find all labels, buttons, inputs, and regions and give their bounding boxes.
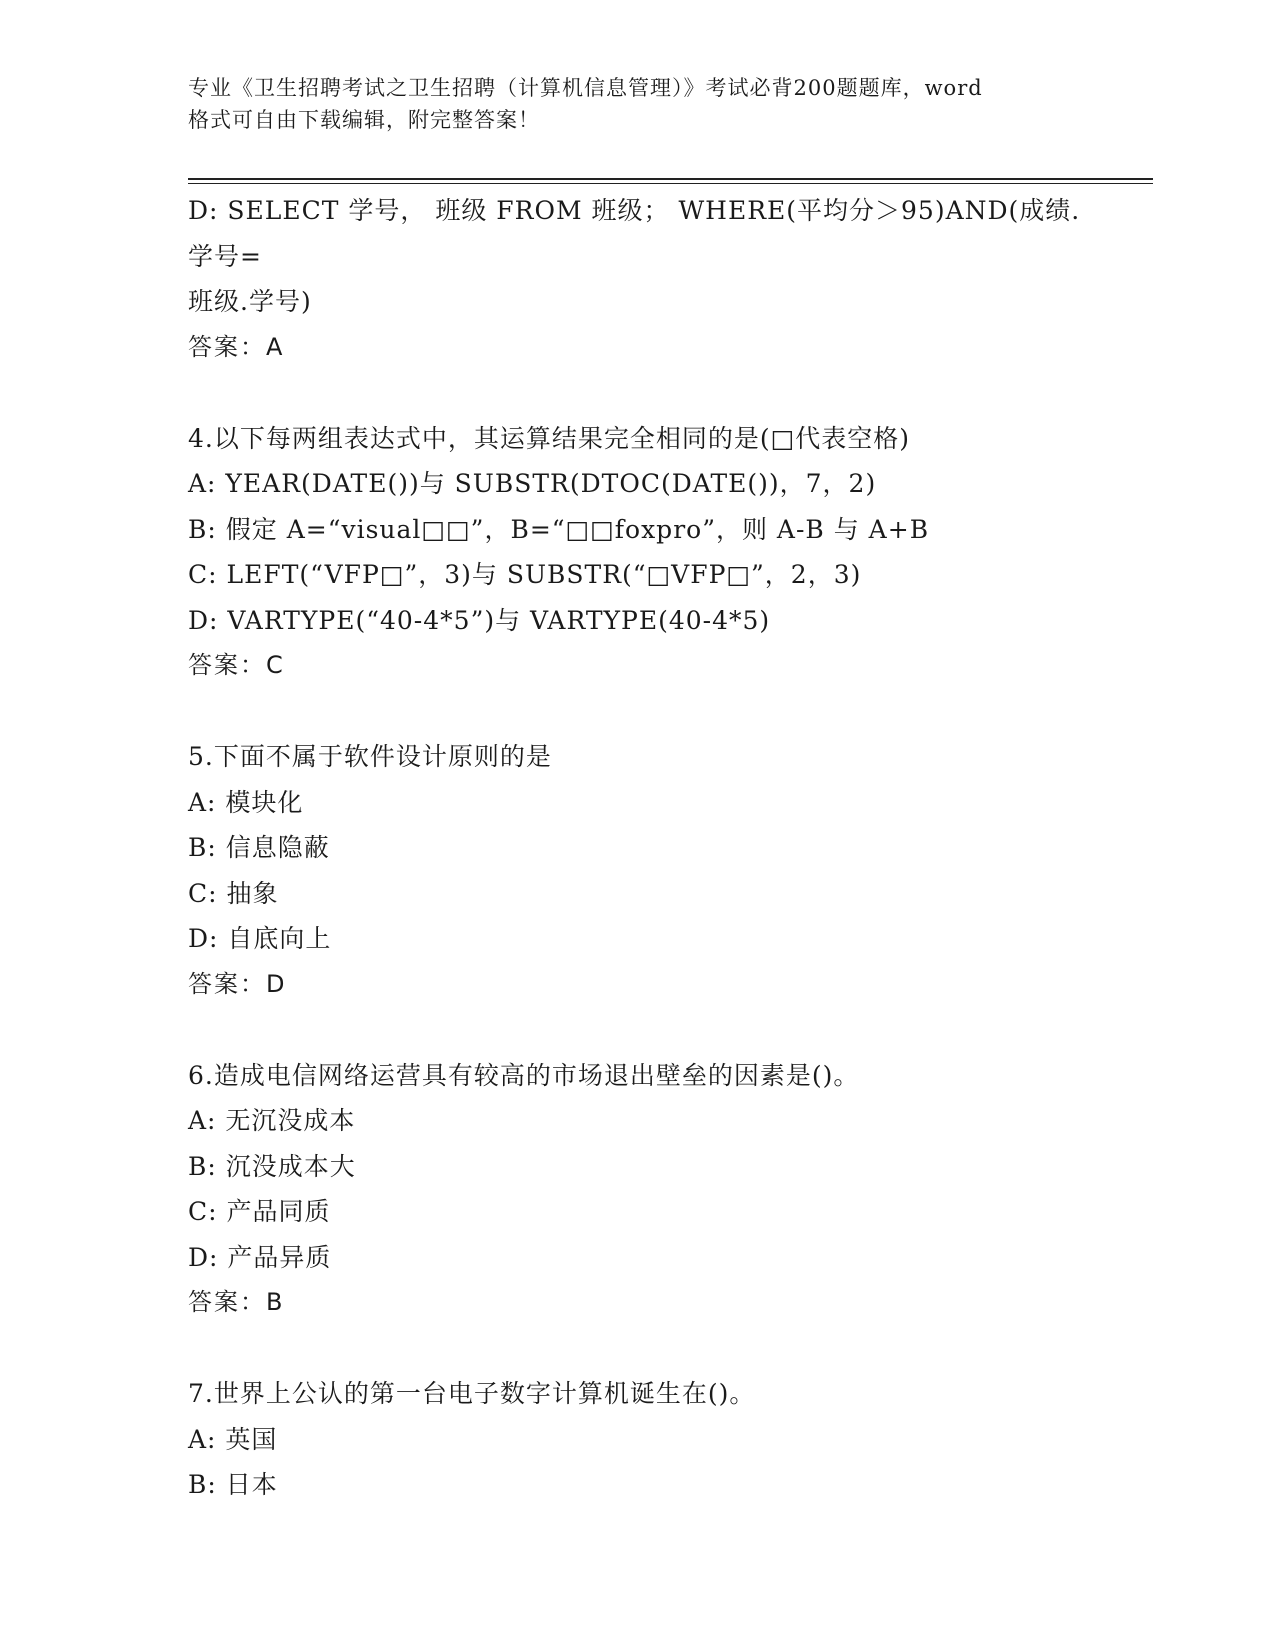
spacer <box>188 1326 1088 1372</box>
option-c: C: 抽象 <box>188 878 279 908</box>
header-title-line-2: 格式可自由下载编辑，附完整答案！ <box>188 108 540 132</box>
spacer <box>188 1007 1088 1053</box>
answer-line: 答案：C <box>188 651 285 679</box>
question-5 <box>188 734 1088 1007</box>
question-stem: 5.下面不属于软件设计原则的是 <box>188 742 552 771</box>
answer-line: 答案：B <box>188 1288 285 1316</box>
answer-line: 答案：A <box>188 332 285 361</box>
question-4 <box>188 416 1088 689</box>
question-stem: 7.世界上公认的第一台电子数字计算机诞生在()。 <box>188 1379 756 1408</box>
header-divider-thin <box>188 183 1153 184</box>
option-d: D: SELECT 学号， 班级 FROM 班级； WHERE(平均分＞95)AND(成绩.学号= <box>188 196 1081 271</box>
option-c: C: LEFT(“VFP□”，3)与 SUBSTR(“□VFP□”，2，3) <box>188 560 862 589</box>
option-a: A: 无沉没成本 <box>188 1106 356 1135</box>
question-6 <box>188 1053 1088 1326</box>
header-title-line-1: 专业《卫生招聘考试之卫生招聘（计算机信息管理）》考试必背200题题库，word <box>188 76 983 100</box>
option-d: D: 自底向上 <box>188 924 332 953</box>
option-d-wrap: 班级.学号) <box>188 287 312 316</box>
option-d: D: 产品异质 <box>188 1242 332 1272</box>
option-c: C: 产品同质 <box>188 1197 331 1226</box>
answer-line: 答案：D <box>188 969 287 998</box>
option-a: A: 英国 <box>188 1424 278 1454</box>
question-stem: 6.造成电信网络运营具有较高的市场退出壁垒的因素是()。 <box>188 1060 860 1090</box>
option-b: B: 日本 <box>188 1470 278 1499</box>
option-b: B: 信息隐蔽 <box>188 833 330 862</box>
spacer <box>188 370 1088 416</box>
option-b: B: 沉没成本大 <box>188 1151 356 1181</box>
option-b: B: 假定 A=“visual□□”，B=“□□foxpro”，则 A-B 与 A+B <box>188 514 930 544</box>
option-a: A: YEAR(DATE())与 SUBSTR(DTOC(DATE())，7，2) <box>188 469 877 498</box>
question-content <box>188 188 1088 1508</box>
document-header <box>188 72 1088 136</box>
question-7 <box>188 1371 1088 1508</box>
option-a: A: 模块化 <box>188 787 304 817</box>
question-3-continuation <box>188 188 1088 370</box>
spacer <box>188 689 1088 735</box>
header-divider-thick <box>188 178 1153 180</box>
question-stem: 4.以下每两组表达式中，其运算结果完全相同的是(□代表空格) <box>188 423 910 453</box>
option-d: D: VARTYPE(“40-4*5”)与 VARTYPE(40-4*5) <box>188 605 771 635</box>
